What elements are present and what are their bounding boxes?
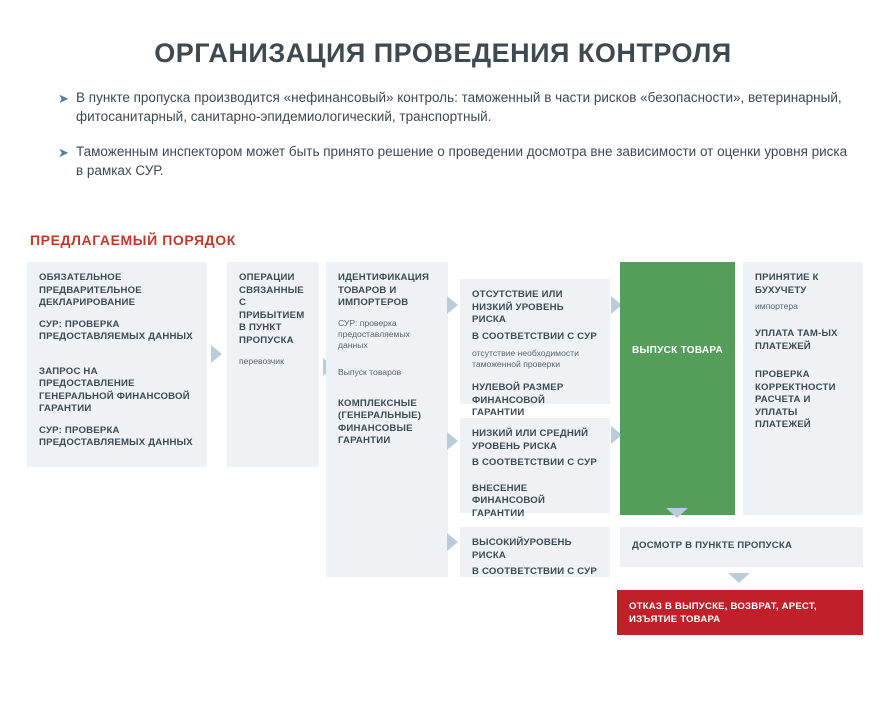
box-title: КОМПЛЕКСНЫЕ (ГЕНЕРАЛЬНЫЕ) ФИНАНСОВЫЕ ГАРАНТИИ	[338, 397, 422, 446]
arrow-down-icon	[728, 573, 750, 583]
box-title: ОБЯЗАТЕЛЬНОЕ ПРЕДВАРИТЕЛЬНОЕ ДЕКЛАРИРОВАНИЕ	[39, 272, 142, 308]
bullet-text: Таможенным инспектором может быть принято решение о проведении досмотра вне зависимости от оценки уровня риска в рамках СУР.	[76, 144, 848, 178]
box-title: ОТСУТСТВИЕ ИЛИ НИЗКИЙ УРОВЕНЬ РИСКА	[472, 289, 564, 325]
box-title: ВЫПУСК ТОВАРА	[631, 345, 724, 356]
box-title: ПРИНЯТИЕ К БУХУЧЕТУ	[755, 272, 819, 296]
arrow-right-icon	[211, 345, 222, 363]
section-label: ПРЕДЛАГАЕМЫЙ ПОРЯДОК	[30, 232, 236, 248]
bullet-text: В пункте пропуска производится «нефинансовый» контроль: таможенный в части рисков «безопасности», ветеринарный, фитосанитарный, санитарно-эпидемиологический, транспортный.	[76, 90, 842, 124]
box-subtitle: СУР: проверка предоставляемых данных	[338, 317, 410, 350]
box-title: ДОСМОТР В ПУНКТЕ ПРОПУСКА	[632, 540, 793, 551]
box-title: ИДЕНТИФИКАЦИЯ ТОВАРОВ И ИМПОРТЕРОВ	[338, 272, 430, 308]
box-title: ВНЕСЕНИЕ ФИНАНСОВОЙ ГАРАНТИИ	[472, 482, 546, 519]
arrow-down-icon	[666, 508, 688, 518]
box-title: ОПЕРАЦИИ СВЯЗАННЫЕ С ПРИБЫТИЕМ В ПУНКТ ПРОПУСКА	[239, 272, 305, 346]
diagram-box-identification	[326, 262, 448, 577]
box-title: ОТКАЗ В ВЫПУСКЕ, ВОЗВРАТ, АРЕСТ, ИЗЪЯТИЕ ТОВАРА	[629, 601, 817, 625]
box-subtitle: В СООТВЕТСТВИИ С СУР	[472, 330, 597, 342]
box-subtitle: перевозчик	[239, 356, 284, 366]
diagram-box-arrival-operations	[227, 262, 319, 467]
page-title: ОРГАНИЗАЦИЯ ПРОВЕДЕНИЯ КОНТРОЛЯ	[154, 38, 732, 68]
box-title: ПРОВЕРКА КОРРЕКТНОСТИ РАСЧЕТА И УПЛАТЫ ПЛАТЕЖЕЙ	[755, 369, 836, 430]
box-subtitle: В СООТВЕТСТВИИ С СУР	[472, 457, 597, 468]
diagram-box-accounting	[743, 262, 863, 515]
box-title: ЗАПРОС НА ПРЕДОСТАВЛЕНИЕ ГЕНЕРАЛЬНОЙ ФИНАНСОВОЙ ГАРАНТИИ	[39, 365, 190, 414]
box-title: НУЛЕВОЙ РАЗМЕР ФИНАНСОВОЙ ГАРАНТИИ	[472, 382, 564, 418]
diagram-box-high-risk	[460, 527, 610, 577]
box-subtitle: СУР: ПРОВЕРКА ПРЕДОСТАВЛЯЕМЫХ ДАННЫХ	[39, 318, 193, 342]
box-subtitle: Выпуск товаров	[338, 366, 402, 377]
box-title: УПЛАТА ТАМ-ЫХ ПЛАТЕЖЕЙ	[755, 328, 838, 352]
diagram-box-inspection	[620, 527, 863, 567]
box-title: ВЫСОКИЙУРОВЕНЬ РИСКА	[472, 537, 572, 561]
bullet-arrow-icon: ➤	[58, 145, 69, 160]
diagram-box-medium-risk	[460, 418, 610, 519]
diagram-box-goods-release	[620, 262, 735, 515]
diagram-box-declaration	[27, 262, 207, 467]
box-subtitle: СУР: ПРОВЕРКА ПРЕДОСТАВЛЯЕМЫХ ДАННЫХ	[39, 424, 193, 448]
arrow-right-icon	[447, 296, 458, 314]
box-subtitle: импортера	[755, 301, 798, 311]
arrow-right-icon	[447, 432, 458, 450]
box-title: НИЗКИЙ ИЛИ СРЕДНИЙ УРОВЕНЬ РИСКА	[472, 428, 589, 452]
box-note: отсутствие необходимости таможенной проверки	[472, 348, 579, 369]
box-subtitle: В СООТВЕТСТВИИ С СУР	[472, 566, 597, 577]
bullet-arrow-icon: ➤	[58, 91, 69, 106]
arrow-right-icon	[447, 533, 458, 551]
diagram-box-refusal	[617, 590, 863, 635]
diagram-box-low-risk	[460, 279, 610, 418]
